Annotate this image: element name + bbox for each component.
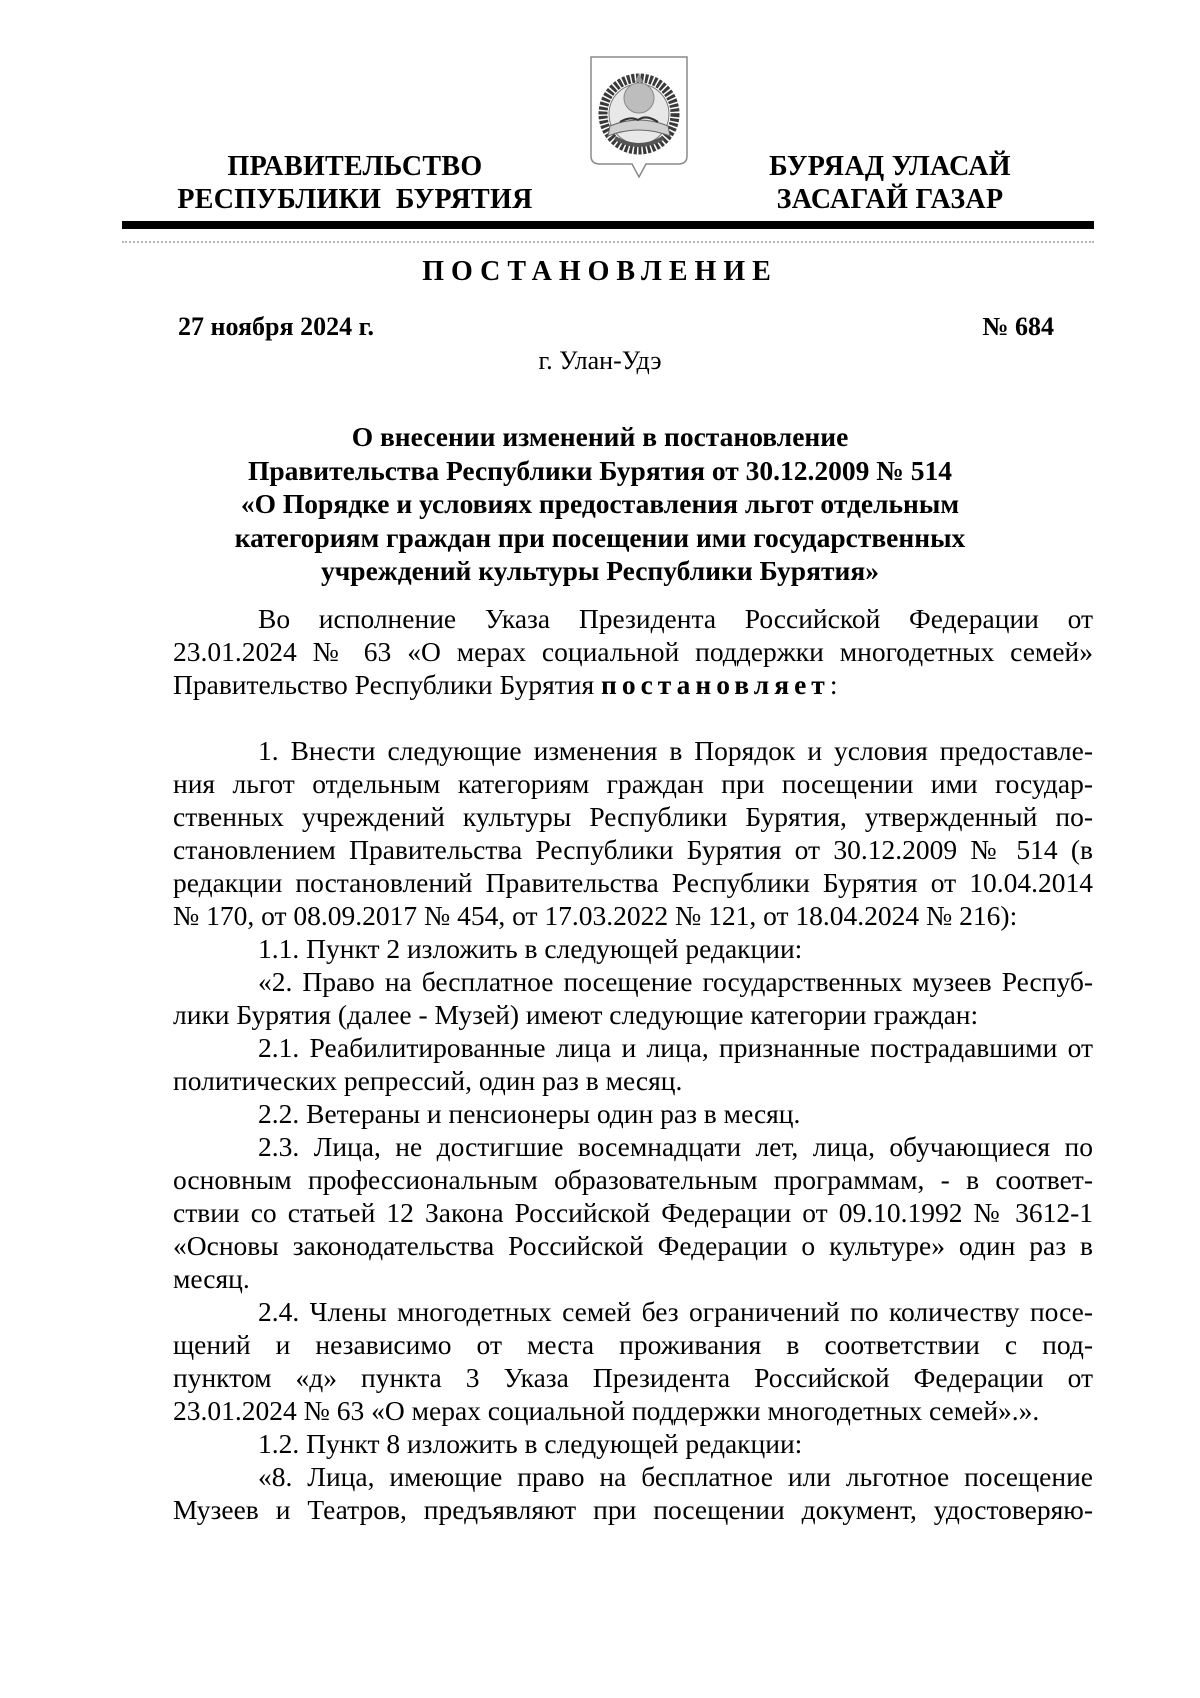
body-line: 2.1. Реабилитированные лица и лица, признанные пострадавшими от: [258, 1032, 1093, 1063]
body-line: 23.01.2024 № 63 «О мерах социальной поддержки многодетных семей».».: [173, 1395, 1040, 1426]
body-line: 1.1. Пункт 2 изложить в следующей редакции:: [258, 933, 803, 964]
header-divider-thin: [122, 241, 1094, 243]
body-line: «8. Лица, имеющие право на бесплатное или льготное посещение: [258, 1461, 1093, 1492]
document-city: г. Улан-Удэ: [538, 346, 662, 375]
body-line: «Основы законодательства Российской Федерации о культуре» один раз в: [173, 1230, 1093, 1261]
body-line: щений и независимо от места проживания в соответствии с под-: [173, 1329, 1093, 1360]
body-line: Музеев и Театров, предъявляют при посещении документ, удостоверяю-: [173, 1494, 1093, 1525]
header-left-line: РЕСПУБЛИКИ БУРЯТИЯ: [177, 184, 533, 215]
document-body: [173, 602, 1093, 1526]
title-line: «О Порядке и условиях предоставления льгот отдельным: [240, 488, 960, 519]
body-line: основным профессиональным образовательным программам, - в соответ-: [173, 1164, 1093, 1195]
header-left-line: ПРАВИТЕЛЬСТВО: [227, 151, 483, 182]
body-line: 1.2. Пункт 8 изложить в следующей редакции:: [258, 1428, 803, 1459]
document-title: [160, 420, 1040, 588]
preamble: [173, 602, 1093, 701]
body-line: ния льгот отдельным категориям граждан при посещении ими государ-: [173, 768, 1093, 799]
preamble-line: 23.01.2024 № 63 «О мерах социальной поддержки многодетных семей»: [173, 636, 1093, 667]
body-line: становлением Правительства Республики Бурятия от 30.12.2009 № 514 (в: [173, 834, 1093, 865]
government-name-russian: [170, 150, 540, 216]
body-line: ственных учреждений культуры Республики Бурятия, утвержденный по-: [173, 801, 1093, 832]
document-number: № 684: [982, 312, 1054, 341]
body-line: месяц.: [173, 1263, 250, 1294]
preamble-suffix: :: [829, 669, 838, 700]
title-line: О внесении изменений в постановление: [351, 421, 849, 452]
government-name-buryat: [735, 150, 1045, 216]
document-type-heading: ПОСТАНОВЛЕНИЕ: [422, 256, 778, 287]
header-divider-thick: [122, 221, 1094, 229]
body-line: 2.4. Члены многодетных семей без ограничений по количеству посе-: [258, 1296, 1093, 1327]
resolves-word: постановляет: [601, 669, 830, 700]
body-line: 2.2. Ветераны и пенсионеры один раз в месяц.: [258, 1098, 801, 1129]
body-line: редакции постановлений Правительства Республики Бурятия от 10.04.2014: [173, 867, 1093, 898]
coat-of-arms-emblem: [590, 56, 688, 178]
header-right-line: ЗАСАГАЙ ГАЗАР: [776, 184, 1004, 215]
paragraph-gap: [173, 701, 1093, 734]
title-line: учреждений культуры Республики Бурятия»: [321, 555, 879, 586]
resolution-text: [173, 734, 1093, 1526]
preamble-line: [173, 668, 1093, 701]
body-line: № 170, от 08.09.2017 № 454, от 17.03.2022 № 121, от 18.04.2024 № 216):: [173, 900, 1018, 931]
emblem-icon: [590, 56, 688, 178]
body-line: пунктом «д» пункта 3 Указа Президента Российской Федерации от: [173, 1362, 1093, 1393]
body-line: лики Бурятия (далее - Музей) имеют следующие категории граждан:: [173, 999, 979, 1030]
title-line: Правительства Республики Бурятия от 30.12.2009 № 514: [247, 454, 952, 486]
body-line: 2.3. Лица, не достигшие восемнадцати лет, лица, обучающиеся по: [258, 1131, 1093, 1162]
body-line: ствии со статьей 12 Закона Российской Федерации от 09.10.1992 № 3612-1: [173, 1197, 1093, 1228]
body-line: «2. Право на бесплатное посещение государственных музеев Респуб-: [258, 966, 1093, 997]
body-line: 1. Внести следующие изменения в Порядок и условия предоставле-: [258, 735, 1093, 766]
preamble-line: Во исполнение Указа Президента Российской Федерации от: [258, 603, 1093, 634]
header-right-line: БУРЯАД УЛАСАЙ: [769, 151, 1011, 182]
document-date: 27 ноября 2024 г.: [178, 312, 374, 341]
title-line: категориям граждан при посещении ими государственных: [234, 521, 966, 553]
body-line: политических репрессий, один раз в месяц.: [173, 1065, 683, 1096]
preamble-prefix: Правительство Республики Бурятия: [173, 669, 601, 700]
